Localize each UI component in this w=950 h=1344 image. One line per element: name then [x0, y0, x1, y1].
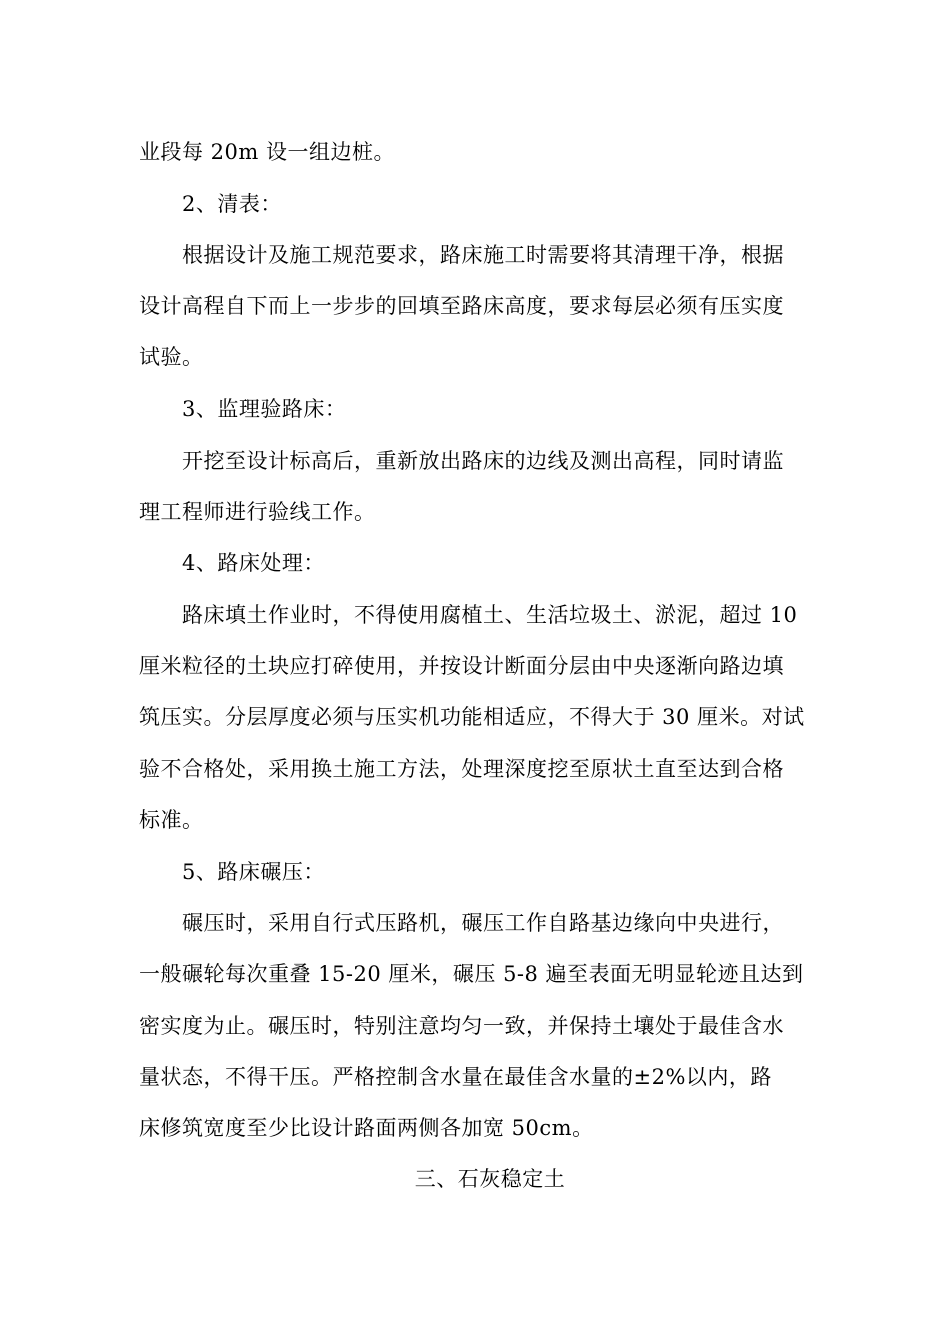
paragraph-line: 业段每 20m 设一组边桩。: [139, 140, 395, 164]
paragraph-line: 厘米粒径的土块应打碎使用，并按设计断面分层由中央逐渐向路边填: [139, 654, 784, 678]
paragraph-line: 验不合格处，采用换土施工方法，处理深度挖至原状土直至达到合格: [139, 757, 784, 781]
section-heading: 4、路床处理：: [182, 551, 325, 575]
section-heading: 3、监理验路床：: [182, 397, 347, 421]
paragraph-line: 开挖至设计标高后，重新放出路床的边线及测出高程，同时请监: [182, 449, 784, 473]
paragraph-line: 理工程师进行验线工作。: [139, 500, 376, 524]
paragraph-line: 路床填土作业时，不得使用腐植土、生活垃圾土、淤泥，超过 10: [182, 603, 798, 627]
paragraph-line: 床修筑宽度至少比设计路面两侧各加宽 50cm。: [139, 1116, 594, 1140]
paragraph-line: 碾压时，采用自行式压路机，碾压工作自路基边缘向中央进行，: [182, 911, 784, 935]
paragraph-line: 量状态，不得干压。严格控制含水量在最佳含水量的±2%以内，路: [139, 1065, 772, 1089]
paragraph-line: 密实度为止。碾压时，特别注意均匀一致，并保持土壤处于最佳含水: [139, 1014, 784, 1038]
paragraph-line: 设计高程自下而上一步步的回填至路床高度，要求每层必须有压实度: [139, 294, 784, 318]
paragraph-line: 根据设计及施工规范要求，路床施工时需要将其清理干净，根据: [182, 243, 784, 267]
paragraph-line: 筑压实。分层厚度必须与压实机功能相适应，不得大于 30 厘米。对试: [139, 705, 805, 729]
section-heading: 5、路床碾压：: [182, 860, 325, 884]
paragraph-line: 一般碾轮每次重叠 15-20 厘米，碾压 5-8 遍至表面无明显轮迹且达到: [139, 962, 804, 986]
paragraph-line: 试验。: [139, 345, 204, 369]
chapter-heading: 三、石灰稳定土: [414, 1167, 566, 1191]
section-heading: 2、清表：: [182, 192, 282, 216]
paragraph-line: 标准。: [139, 808, 204, 832]
